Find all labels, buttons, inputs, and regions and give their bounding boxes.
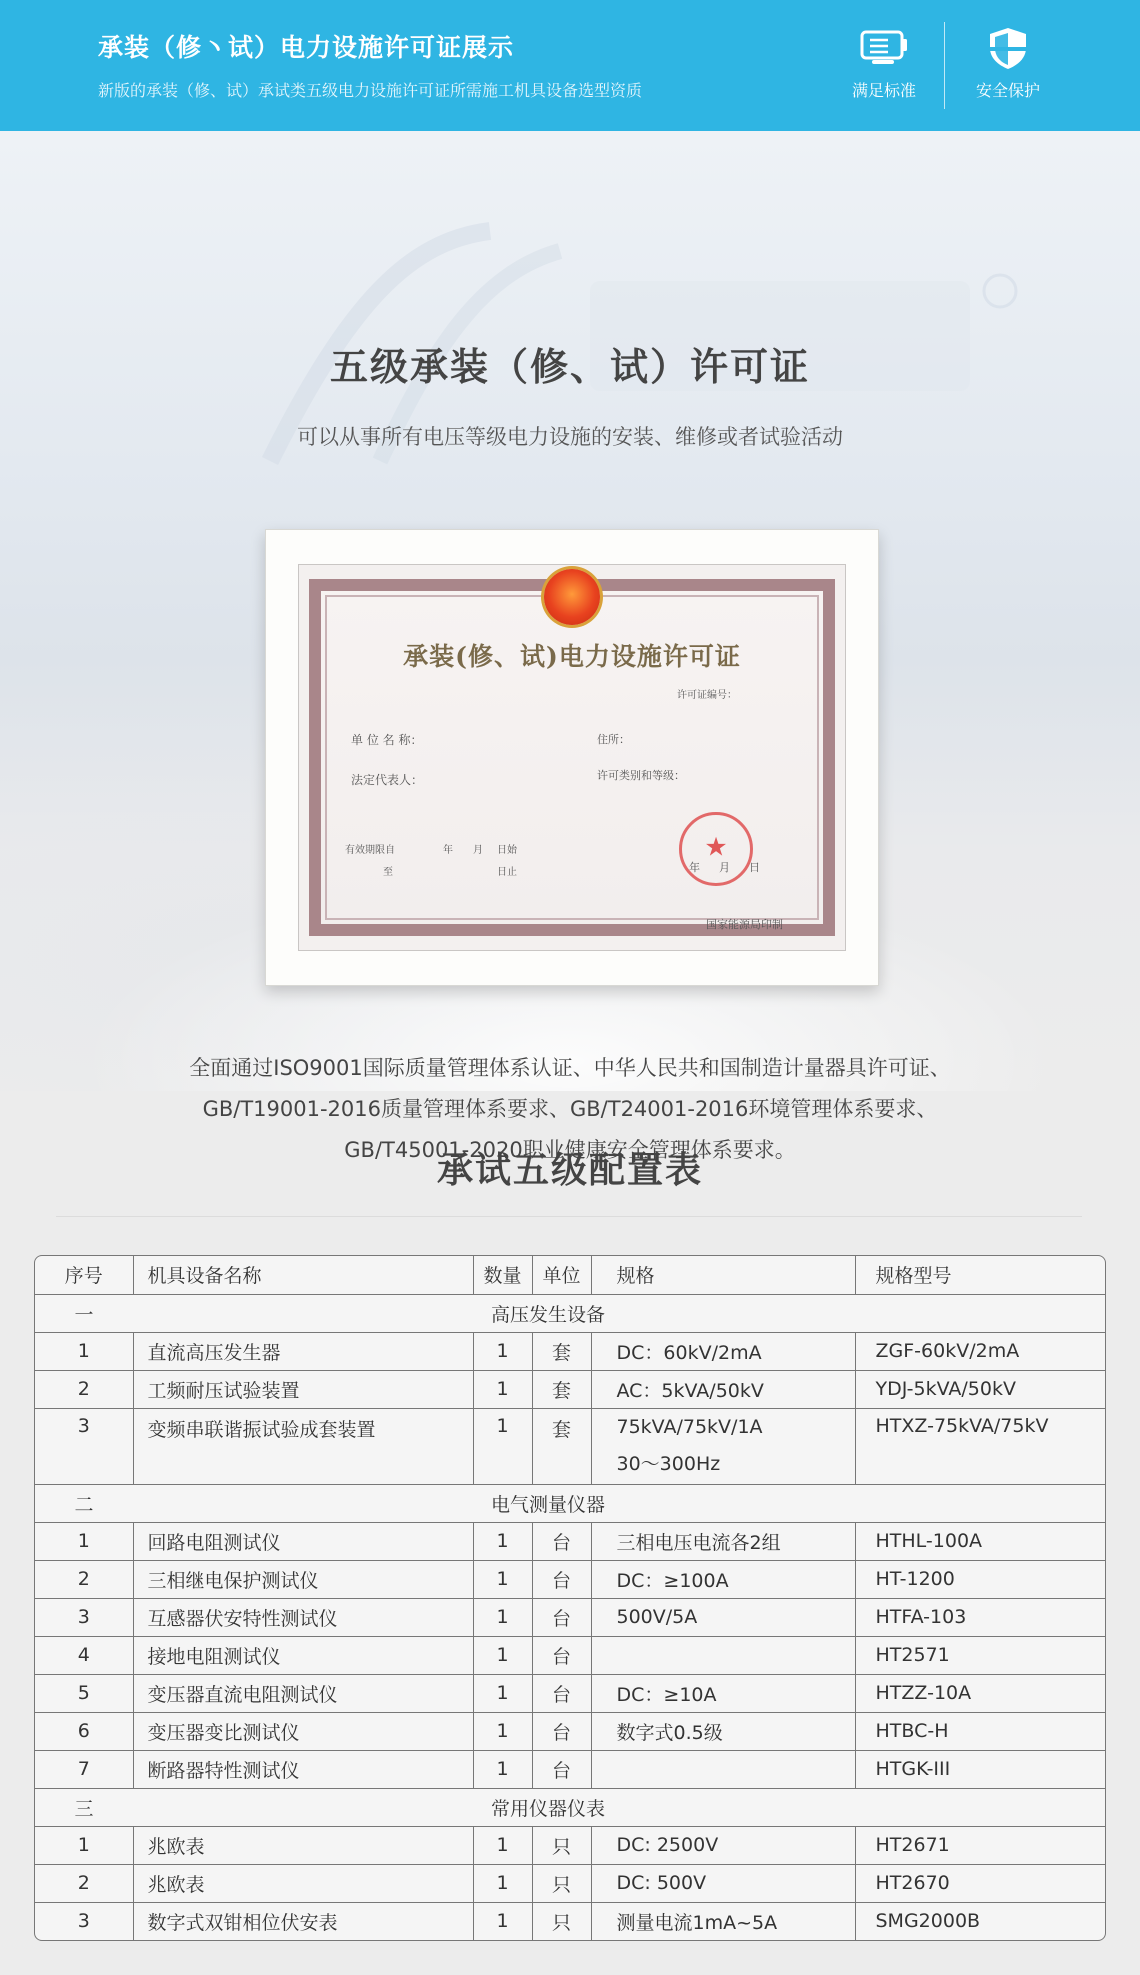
- hero-section: [0, 131, 1140, 1162]
- cell-qty: 1: [473, 1864, 532, 1902]
- monitor-icon: [858, 26, 910, 70]
- certificate-title: 承装(修、试)电力设施许可证: [403, 642, 741, 671]
- description-line: 全面通过ISO9001国际质量管理体系认证、中华人民共和国制造计量器具许可证、: [189, 1056, 951, 1080]
- header-subtitle: 新版的承装（修、试）承试类五级电力设施许可证所需施工机具设备选型资质: [98, 81, 643, 100]
- description-line: GB/T45001-2020职业健康安全管理体系要求。: [344, 1138, 796, 1162]
- cert-license-no-label: 许可证编号：: [677, 690, 737, 701]
- spec-line: 三相电压电流各2组: [616, 1531, 781, 1554]
- cell-model: HTGK-III: [855, 1750, 1105, 1788]
- cell-spec: [591, 1750, 855, 1788]
- header-unit: 单位: [532, 1256, 591, 1294]
- table-row: [35, 1332, 1105, 1370]
- cell-model: HT2571: [855, 1636, 1105, 1674]
- cell-unit: 台: [532, 1674, 591, 1712]
- table-row: [35, 1864, 1105, 1902]
- table-row: [35, 1522, 1105, 1560]
- table-row: [35, 1636, 1105, 1674]
- badge-safety: [953, 26, 1063, 101]
- cell-unit: 台: [532, 1560, 591, 1598]
- cell-unit: 套: [532, 1408, 591, 1484]
- cell-model: HT-1200: [855, 1560, 1105, 1598]
- shield-icon: [982, 26, 1034, 70]
- cert-valid-month: 月: [473, 845, 483, 856]
- cell-model: HT2671: [855, 1826, 1105, 1864]
- cell-no: 1: [35, 1332, 133, 1370]
- cell-unit: 只: [532, 1864, 591, 1902]
- header-divider: [944, 22, 945, 109]
- cell-spec: [591, 1636, 855, 1674]
- spec-line: DC: 2500V: [616, 1834, 719, 1856]
- spec-line: 75kVA/75kV/1A: [616, 1416, 763, 1438]
- table-title: 承试五级配置表: [436, 1150, 703, 1191]
- cell-spec: [591, 1864, 855, 1902]
- certificate-mat: [298, 564, 846, 951]
- group-name: 高压发生设备: [133, 1294, 1105, 1332]
- spec-line: 数字式0.5级: [616, 1721, 723, 1744]
- cell-spec: [591, 1826, 855, 1864]
- cell-name: 互感器伏安特性测试仪: [133, 1598, 473, 1636]
- cell-qty: 1: [473, 1636, 532, 1674]
- cell-no: 2: [35, 1560, 133, 1598]
- table-row: [35, 1712, 1105, 1750]
- table-header-row: [35, 1256, 1105, 1294]
- cert-seal-year: 年: [689, 861, 700, 874]
- cell-name: 直流高压发生器: [133, 1332, 473, 1370]
- header-model: 规格型号: [855, 1256, 1105, 1294]
- table-row: [35, 1560, 1105, 1598]
- spec-line: AC：5kVA/50kV: [616, 1379, 764, 1402]
- cell-spec: [591, 1902, 855, 1940]
- table-row: [35, 1902, 1105, 1940]
- cell-no: 7: [35, 1750, 133, 1788]
- cell-model: HTHL-100A: [855, 1522, 1105, 1560]
- cell-model: SMG2000B: [855, 1902, 1105, 1940]
- cell-unit: 套: [532, 1370, 591, 1408]
- table-row: [35, 1370, 1105, 1408]
- cell-qty: 1: [473, 1750, 532, 1788]
- cell-qty: 1: [473, 1826, 532, 1864]
- cell-no: 1: [35, 1826, 133, 1864]
- table-group-row: [35, 1484, 1105, 1522]
- spec-line: DC：≥10A: [616, 1683, 717, 1706]
- cell-unit: 台: [532, 1636, 591, 1674]
- cell-name: 工频耐压试验装置: [133, 1370, 473, 1408]
- cell-model: ZGF-60kV/2mA: [855, 1332, 1105, 1370]
- cell-spec: [591, 1674, 855, 1712]
- cell-name: 变压器变比测试仪: [133, 1712, 473, 1750]
- cell-name: 接地电阻测试仪: [133, 1636, 473, 1674]
- cell-name: 断路器特性测试仪: [133, 1750, 473, 1788]
- spec-line: DC：≥100A: [616, 1569, 729, 1592]
- cell-no: 4: [35, 1636, 133, 1674]
- header-no: 序号: [35, 1256, 133, 1294]
- cell-spec: [591, 1332, 855, 1370]
- cell-name: 变压器直流电阻测试仪: [133, 1674, 473, 1712]
- cell-no: 1: [35, 1522, 133, 1560]
- group-name: 常用仪器仪表: [133, 1788, 1105, 1826]
- cell-no: 5: [35, 1674, 133, 1712]
- spec-line: DC：60kV/2mA: [616, 1341, 762, 1364]
- cell-qty: 1: [473, 1332, 532, 1370]
- cell-qty: 1: [473, 1408, 532, 1484]
- cell-model: HTBC-H: [855, 1712, 1105, 1750]
- table-row: [35, 1408, 1105, 1484]
- header-qty: 数量: [473, 1256, 532, 1294]
- header-spec: 规格: [591, 1256, 855, 1294]
- cell-spec: [591, 1598, 855, 1636]
- cell-unit: 台: [532, 1598, 591, 1636]
- cert-category-label: 许可类别和等级：: [597, 769, 685, 782]
- spec-line: DC: 500V: [616, 1872, 707, 1894]
- cell-model: HTXZ-75kVA/75kV: [855, 1408, 1105, 1484]
- cell-name: 回路电阻测试仪: [133, 1522, 473, 1560]
- hero-subtitle: 可以从事所有电压等级电力设施的安装、维修或者试验活动: [297, 425, 843, 449]
- spec-line: 30～300Hz: [616, 1453, 721, 1475]
- cell-unit: 台: [532, 1750, 591, 1788]
- national-emblem-icon: [544, 569, 600, 625]
- cell-qty: 1: [473, 1370, 532, 1408]
- cell-no: 2: [35, 1370, 133, 1408]
- cert-valid-day-start: 日始: [497, 845, 517, 856]
- cell-qty: 1: [473, 1902, 532, 1940]
- cert-valid-label: 有效期限自: [345, 845, 395, 856]
- cell-qty: 1: [473, 1560, 532, 1598]
- description-line: GB/T19001-2016质量管理体系要求、GB/T24001-2016环境管理体系要求、: [202, 1097, 938, 1121]
- cell-name: 兆欧表: [133, 1864, 473, 1902]
- group-no: 二: [35, 1484, 133, 1522]
- cell-qty: 1: [473, 1674, 532, 1712]
- cert-unit-label: 单 位 名 称：: [351, 733, 423, 747]
- spec-line: 测量电流1mA~5A: [616, 1911, 778, 1934]
- official-seal-icon: ★: [679, 812, 753, 886]
- cell-unit: 只: [532, 1826, 591, 1864]
- cell-no: 6: [35, 1712, 133, 1750]
- cell-qty: 1: [473, 1712, 532, 1750]
- cell-spec: [591, 1522, 855, 1560]
- header-title: 承装（修丶试）电力设施许可证展示: [98, 33, 515, 62]
- cell-model: HTZZ-10A: [855, 1674, 1105, 1712]
- cell-spec: [591, 1408, 855, 1484]
- badge-safety-label: 安全保护: [975, 81, 1040, 100]
- group-no: 一: [35, 1294, 133, 1332]
- table-row: [35, 1750, 1105, 1788]
- cell-no: 3: [35, 1598, 133, 1636]
- cell-qty: 1: [473, 1522, 532, 1560]
- cert-printer: 国家能源局印制: [706, 918, 783, 931]
- hero-title: 五级承装（修、试）许可证: [329, 345, 810, 389]
- cell-unit: 台: [532, 1522, 591, 1560]
- cell-name: 变频串联谐振试验成套装置: [133, 1408, 473, 1484]
- cell-unit: 只: [532, 1902, 591, 1940]
- spec-line: 500V/5A: [616, 1606, 698, 1628]
- cell-spec: [591, 1712, 855, 1750]
- certificate-frame: [265, 529, 879, 986]
- cert-valid-day-end: 日止: [497, 867, 517, 878]
- badge-standard-label: 满足标准: [851, 81, 916, 100]
- badge-standard: [829, 26, 939, 101]
- cell-model: HT2670: [855, 1864, 1105, 1902]
- cert-valid-year: 年: [443, 845, 453, 856]
- table-row: [35, 1674, 1105, 1712]
- cell-no: 2: [35, 1864, 133, 1902]
- cell-no: 3: [35, 1902, 133, 1940]
- table-row: [35, 1826, 1105, 1864]
- cert-address-label: 住所：: [597, 733, 630, 746]
- table-title-divider: [56, 1216, 1082, 1217]
- cell-spec: [591, 1370, 855, 1408]
- table-group-row: [35, 1294, 1105, 1332]
- header-bar: [0, 0, 1140, 131]
- table-row: [35, 1598, 1105, 1636]
- header-name: 机具设备名称: [133, 1256, 473, 1294]
- group-no: 三: [35, 1788, 133, 1826]
- table-group-row: [35, 1788, 1105, 1826]
- cell-no: 3: [35, 1408, 133, 1484]
- cell-qty: 1: [473, 1598, 532, 1636]
- cell-name: 数字式双钳相位伏安表: [133, 1902, 473, 1940]
- group-name: 电气测量仪器: [133, 1484, 1105, 1522]
- cell-name: 兆欧表: [133, 1826, 473, 1864]
- cell-unit: 套: [532, 1332, 591, 1370]
- cell-model: HTFA-103: [855, 1598, 1105, 1636]
- cert-rep-label: 法定代表人：: [351, 773, 424, 787]
- cert-seal-day: 日: [749, 861, 760, 874]
- certificate: [309, 579, 835, 936]
- cell-spec: [591, 1560, 855, 1598]
- cell-model: YDJ-5kVA/50kV: [855, 1370, 1105, 1408]
- cert-valid-to: 至: [383, 867, 393, 878]
- cell-unit: 台: [532, 1712, 591, 1750]
- config-table: [34, 1255, 1106, 1941]
- cert-seal-month: 月: [719, 861, 730, 874]
- cell-name: 三相继电保护测试仪: [133, 1560, 473, 1598]
